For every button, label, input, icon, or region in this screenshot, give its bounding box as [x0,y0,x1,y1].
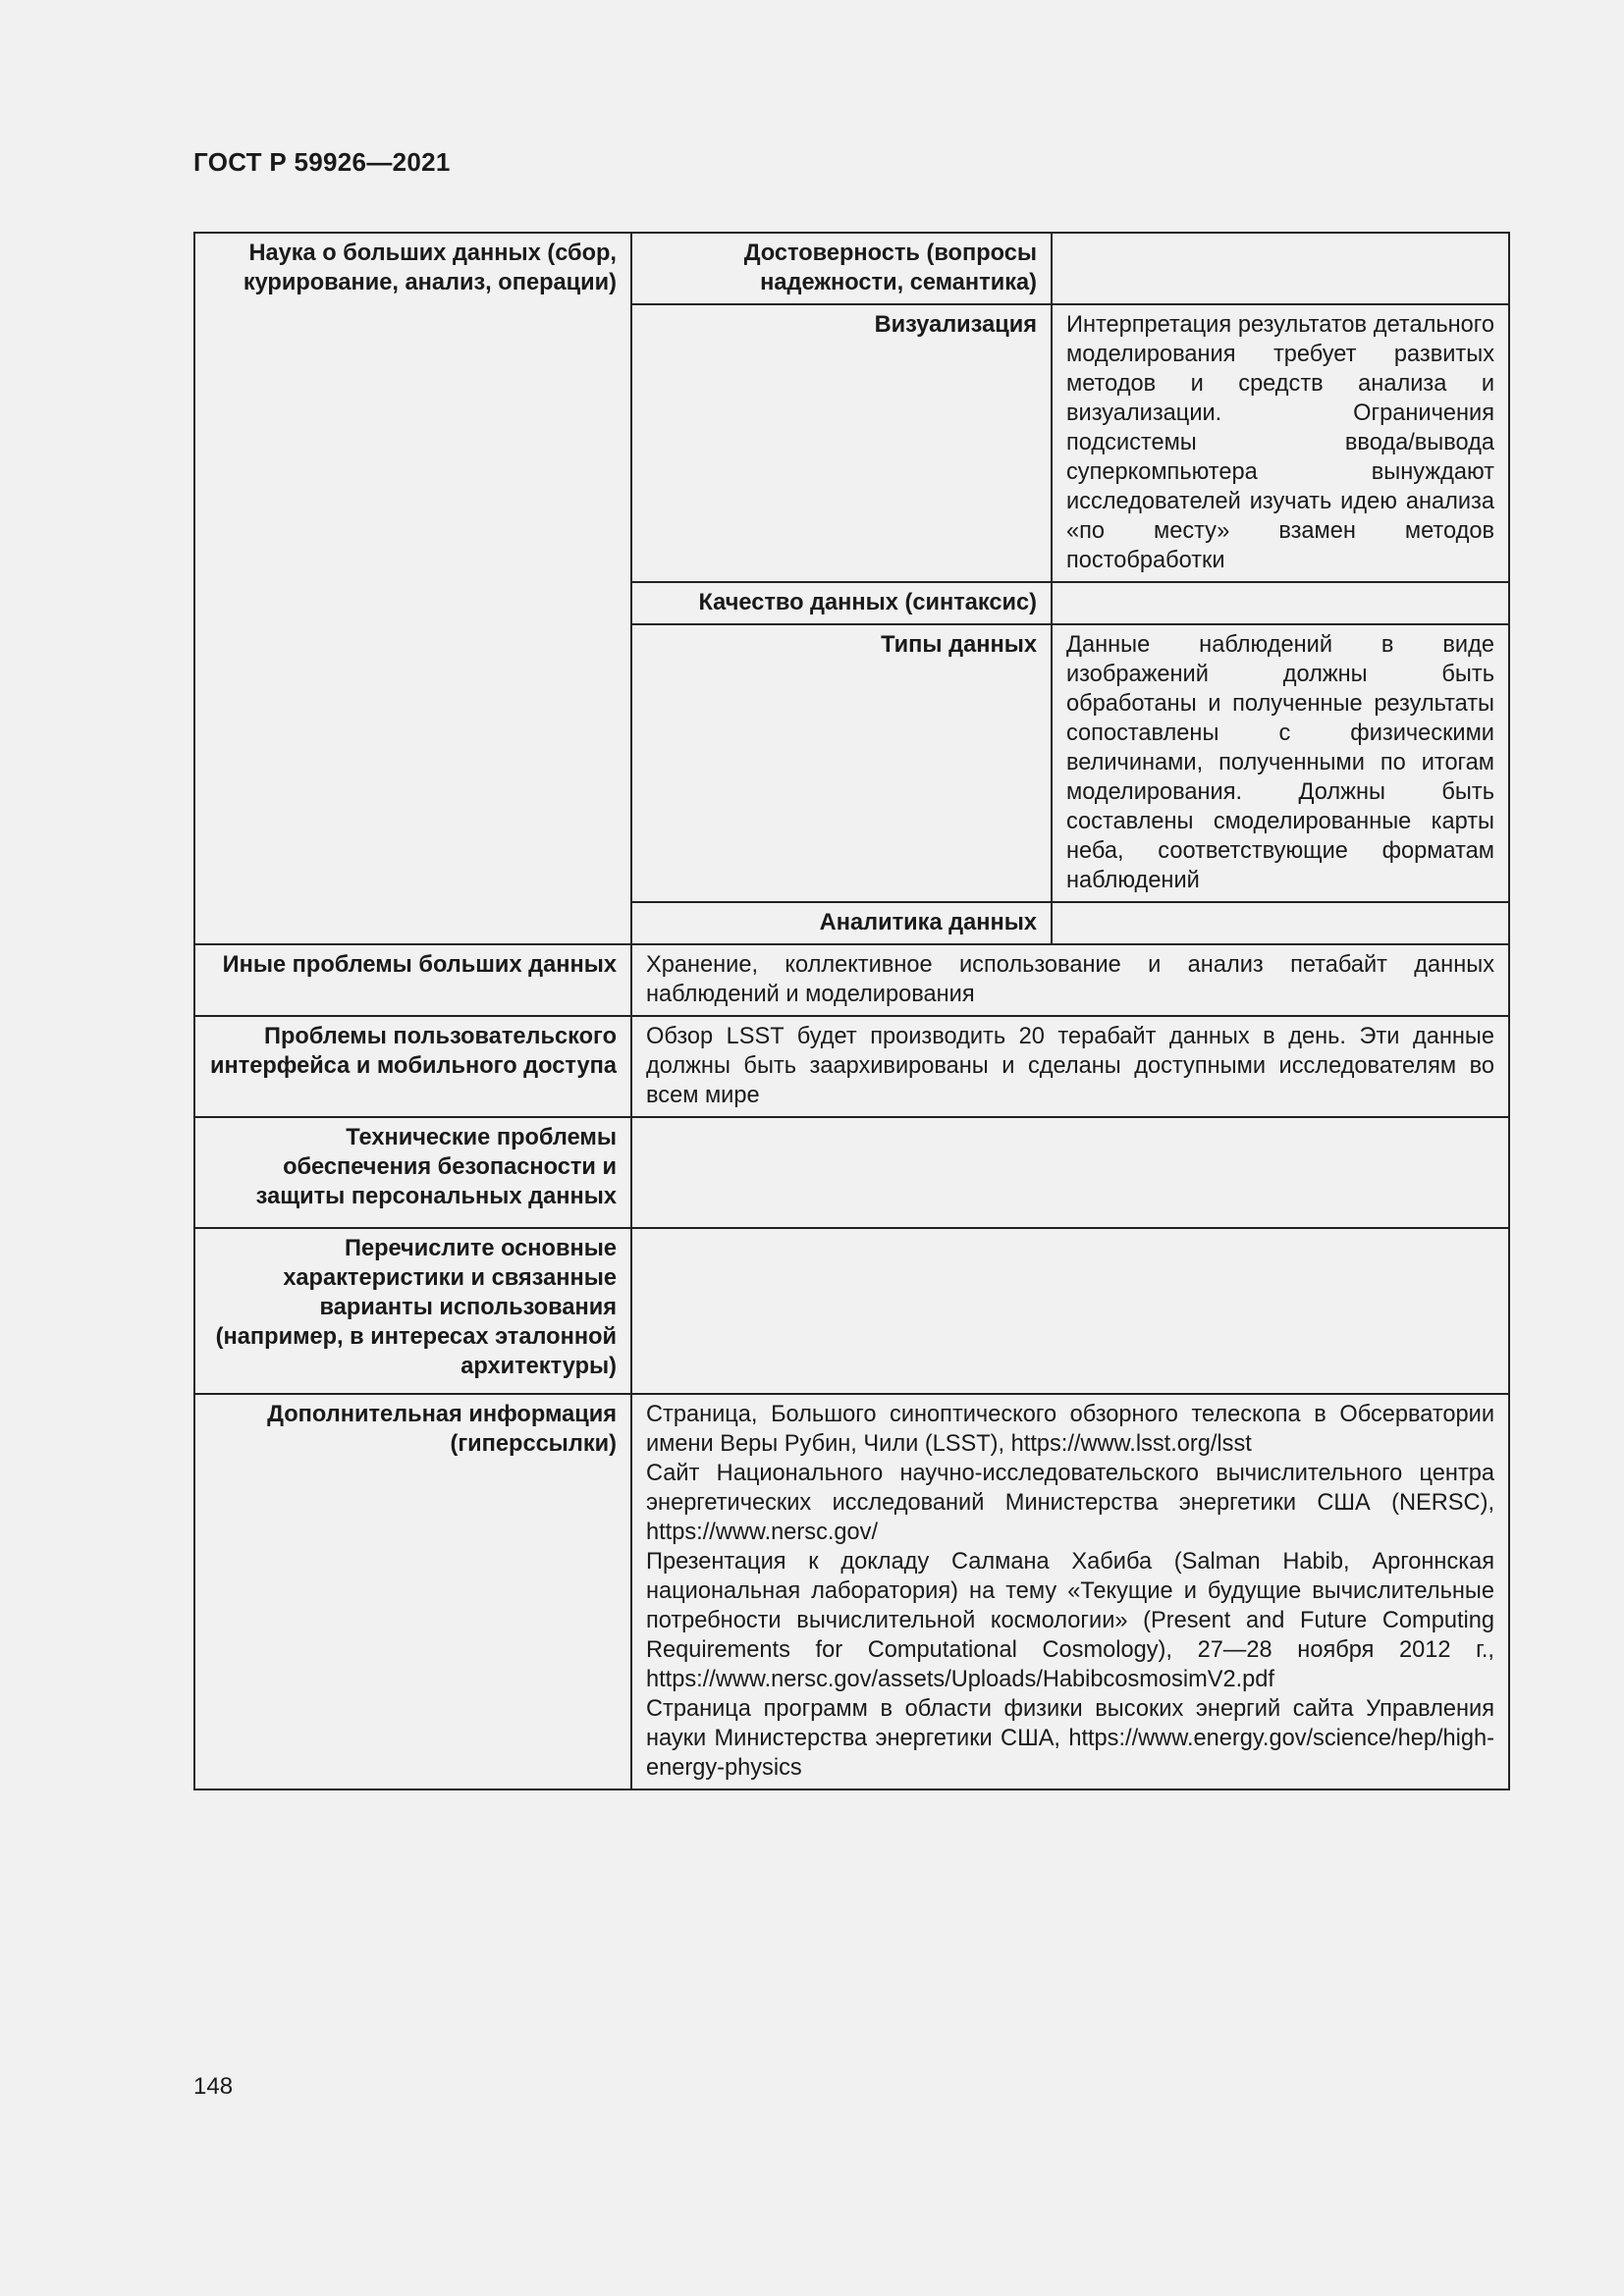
data-types-value: Данные наблюдений в виде изображений должны быть обработаны и полученные результаты сопоставлены с физическими величинами, полученными по итогам моделирования. Должны быть составлены смоделированные карты неба, соответствующие форматам наблюдений [1052,624,1509,902]
reference-link[interactable]: Страница, Большого синоптического обзорного телескопа в Обсерватории имени Веры Рубин, Чили (LSST), https://www.lsst.org/lsst [646,1402,1494,1457]
veracity-value [1052,233,1509,304]
use-case-table [193,232,1510,1790]
data-types-label: Типы данных [631,624,1052,902]
additional-info-value [631,1394,1509,1789]
table-row [194,1016,1509,1117]
reference-link[interactable]: Сайт Национального научно-исследовательского вычислительного центра энергетических исследований Министерства энергетики США (NERSC), https://www.nersc.gov/ [646,1461,1494,1545]
veracity-label: Достоверность (вопросы надежности, семантика) [631,233,1052,304]
characteristics-label: Перечислите основные характеристики и связанные варианты использования (например, в интересах эталонной архитектуры) [194,1228,631,1394]
document-header: ГОСТ Р 59926—2021 [193,147,451,177]
characteristics-value [631,1228,1509,1394]
security-value [631,1117,1509,1228]
other-problems-label: Иные проблемы больших данных [194,944,631,1016]
security-label: Технические проблемы обеспечения безопасности и защиты персональных данных [194,1117,631,1228]
additional-info-label: Дополнительная информация (гиперссылки) [194,1394,631,1789]
table-row [194,1394,1509,1789]
data-analytics-label: Аналитика данных [631,902,1052,944]
data-quality-label: Качество данных (синтаксис) [631,582,1052,624]
ui-mobile-label: Проблемы пользовательского интерфейса и мобильного доступа [194,1016,631,1117]
other-problems-value: Хранение, коллективное использование и анализ петабайт данных наблюдений и моделирования [631,944,1509,1016]
table-row [194,944,1509,1016]
ui-mobile-value: Обзор LSST будет производить 20 терабайт данных в день. Эти данные должны быть заархивированы и сделаны доступными исследователям во всем мире [631,1016,1509,1117]
page-number: 148 [193,2073,234,2100]
table-row [194,1228,1509,1394]
reference-link[interactable]: Страница программ в области физики высоких энергий сайта Управления науки Министерства энергетики США, https://www.energy.gov/science/hep/high-energy-physics [646,1696,1494,1781]
data-analytics-value [1052,902,1509,944]
visualization-value: Интерпретация результатов детального моделирования требует развитых методов и средств анализа и визуализации. Ограничения подсистемы ввода/вывода суперкомпьютера вынуждают исследователей изучать идею анализа «по месту» взамен методов постобработки [1052,304,1509,582]
table-row [194,233,1509,304]
science-section-label: Наука о больших данных (сбор, курирование, анализ, операции) [194,233,631,944]
visualization-label: Визуализация [631,304,1052,582]
table-row [194,1117,1509,1228]
reference-link[interactable]: Презентация к докладу Салмана Хабиба (Salman Habib, Аргоннская национальная лаборатория) на тему «Текущие и будущие вычислительные потребности вычислительной космологии» (Present and Future Computing Requirements for Computational Cosmology), 27—28 ноября 2012 г., https://www.nersc.gov/assets/Uploads/HabibcosmosimV2.pdf [646,1549,1494,1692]
data-quality-value [1052,582,1509,624]
